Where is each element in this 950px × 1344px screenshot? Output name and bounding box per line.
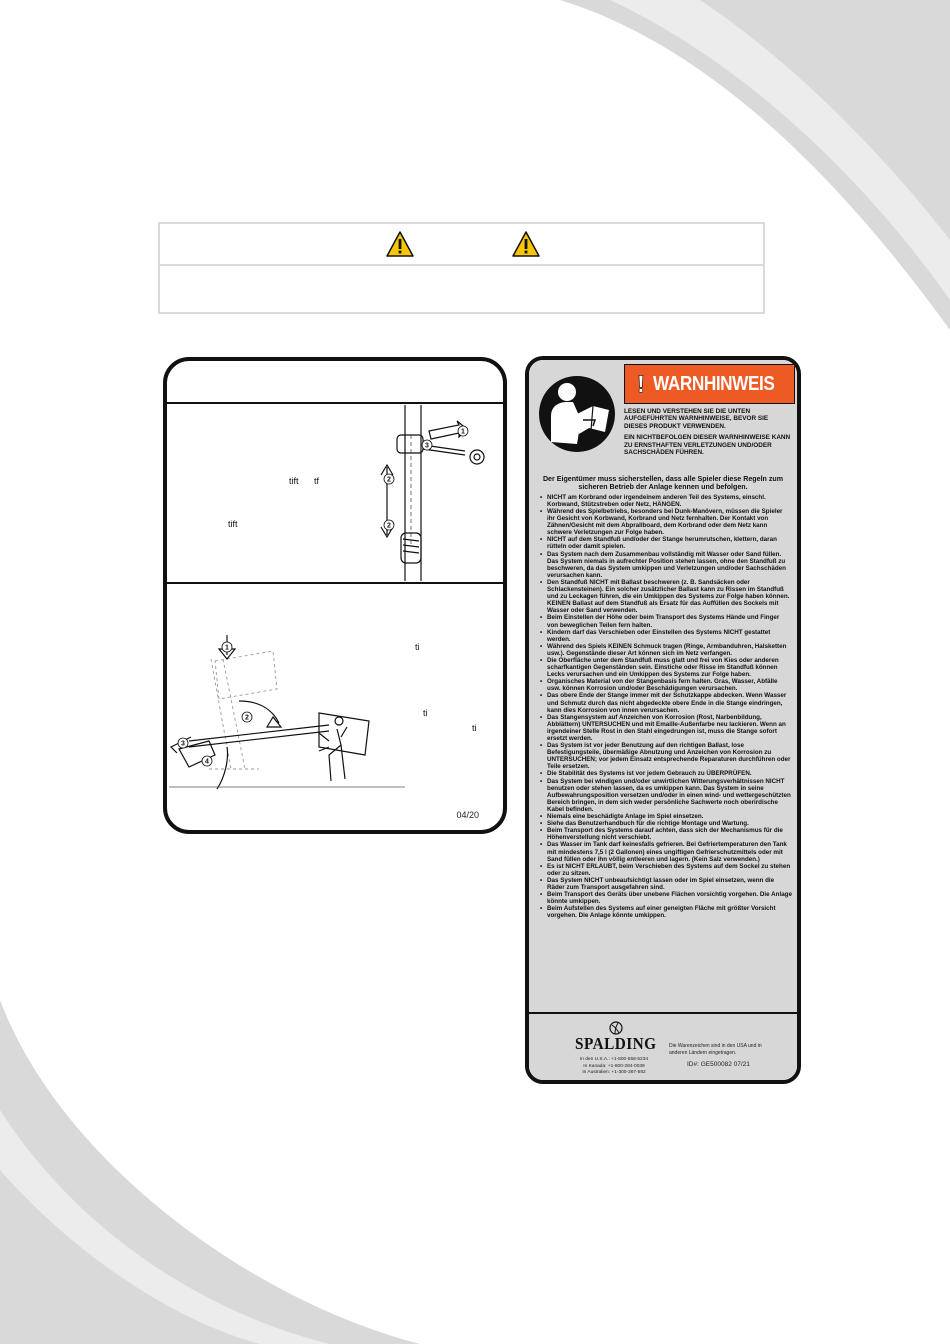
- read-manual-icon-box: [533, 364, 622, 466]
- instruction-text-fragment: ti: [423, 708, 428, 718]
- instruction-text-fragment: tift: [289, 476, 299, 486]
- height-adjust-illustration: [375, 405, 505, 581]
- date-code: 04/20: [456, 810, 479, 820]
- divider: [167, 582, 503, 584]
- svg-text:1: 1: [225, 644, 229, 652]
- svg-text:4: 4: [205, 758, 209, 766]
- brand-logo: SPALDING: [575, 1034, 657, 1053]
- rule-item: • Das Wasser im Tank darf keinesfalls gefrieren. Bei Gefriertemperaturen den Tank mit mindestens 7,5 l (2 Gallonen) eines ungiftigen Gefrierschutzmittels oder mit Sand füllen oder ihn völlig entleeren und lagern. (Kein Salz verwenden.): [540, 841, 792, 862]
- instruction-text-fragment: ti: [415, 642, 420, 652]
- warning-rules: [529, 470, 797, 1014]
- rule-item: • Die Oberfläche unter dem Standfuß muss glatt und frei von Kies oder anderen scharfkantigen Gegenständen sein. Einstiche oder Risse im Standfuß können Lecks verursachen und ein Umkippen des Systems zur Folge haben.: [540, 657, 792, 678]
- rule-item: • Organisches Material von der Stangenbasis fern halten. Gras, Wasser, Abfälle usw. können Korrosion und/oder Beschädigungen verursachen.: [540, 678, 792, 692]
- rule-item: • Beim Aufstellen des Systems auf einer geneigten Fläche mit größter Vorsicht vorgehen. Die Anlage könnte umkippen.: [540, 905, 792, 919]
- rule-item: • Den Standfuß NICHT mit Ballast beschweren (z. B. Sandsäcken oder Schlackensteinen). Ein solcher zusätzlicher Ballast kann zu Rissen im Standfuß und zu Leckagen führen, die ein Umkippen des Systems zur Folge haben können. KEINEN Ballast auf dem Standfuß als Ersatz für das Auffüllen des Sockels mit Wasser oder Sand verwenden.: [540, 579, 792, 614]
- contact-phones: [569, 1057, 659, 1077]
- rule-item: • Das System nach dem Zusammenbau vollständig mit Wasser oder Sand füllen. Das System niemals in aufrechter Position stehen lassen, ohne den Standfuß zu beschweren, da das System umkippen und Verletzungen und/oder Sachschäden verursachen kann.: [540, 551, 792, 579]
- rule-item: • Niemals eine beschädigte Anlage im Spiel einsetzen.: [540, 813, 792, 820]
- warning-banner: [624, 364, 795, 404]
- instruction-text-fragment: tf: [314, 476, 320, 486]
- rule-item: • Beim Einstellen der Höhe oder beim Transport des Systems Hände und Finger von beweglichen Teilen fern halten.: [540, 614, 792, 628]
- trademark-notice: Die Warenzeichen sind in den USA und in anderen Ländern eingetragen.: [669, 1043, 762, 1056]
- rule-item: • Das Stangensystem auf Anzeichen von Korrosion (Rost, Narbenbildung, Abblättern) UNTERSUCHEN und mit Emaille-Außenfarbe neu lackieren. Wenn an irgendeiner Stelle Rost in den Stahl eingedrungen ist, muss die Stange sofort ersetzt werden.: [540, 714, 792, 742]
- rule-item: • NICHT auf dem Standfuß und/oder der Stange herumrutschen, klettern, daran rütteln oder damit spielen.: [540, 536, 792, 550]
- warning-box-header: [160, 224, 763, 266]
- warning-label-header: [529, 360, 797, 472]
- read-manual-icon: [533, 364, 622, 466]
- divider: [167, 402, 503, 404]
- svg-text:2: 2: [387, 522, 391, 530]
- exclamation-icon: [635, 369, 647, 399]
- spalding-ball-icon: [609, 1021, 623, 1035]
- rule-item: • Beim Transport des Geräts über unebene Flächen vorsichtig vorgehen. Die Anlage könnte umkippen.: [540, 891, 792, 905]
- instruction-label: [163, 357, 507, 834]
- rule-item: • NICHT am Korbrand oder irgendeinem anderen Teil des Systems, einschl. Korbwand, Stützstreben oder Netz, HÄNGEN.: [540, 494, 792, 508]
- warning-label-footer: [529, 1014, 797, 1080]
- rule-item: • Während des Spiels KEINEN Schmuck tragen (Ringe, Armbanduhren, Halsketten usw.). Gegenstände dieser Art können sich im Netz verfangen.: [540, 643, 792, 657]
- label-id: ID#: GE500082 07/21: [687, 1061, 750, 1068]
- warning-triangle-icon: [512, 231, 540, 257]
- instruction-text-fragment: tift: [228, 519, 238, 529]
- rule-item: • Während des Spielbetriebs, besonders bei Dunk-Manövern, müssen die Spieler ihr Gesicht von Korbwand, Korbrand und Netz fernhalten. Der Kontakt von Zähnen/Gesicht mit dem Abprallboard, dem Korbrand oder dem Netz kann schwere Verletzungen zur Folge haben.: [540, 508, 792, 536]
- svg-text:3: 3: [425, 442, 429, 450]
- warning-header-panel: [624, 364, 795, 466]
- rule-item: • Es ist NICHT ERLAUBT, beim Verschieben des Systems auf dem Sockel zu stehen oder zu sitzen.: [540, 863, 792, 877]
- rules-intro: Der Eigentümer muss sicherstellen, dass alle Spieler diese Regeln zum sicheren Betrieb der Anlage kennen und befolgen.: [542, 475, 784, 492]
- phone-us: In den U.S.A.: +1-800-558-5234: [579, 1057, 649, 1062]
- rule-item: • Das System NICHT unbeaufsichtigt lassen oder im Spiel einsetzen, wenn die Räder zum Transport ausgefahren sind.: [540, 877, 792, 891]
- transport-tilt-illustration: [169, 629, 405, 811]
- phone-australia: In Australien: +1-300-367-582: [582, 1070, 646, 1076]
- warning-text: LESEN UND VERSTEHEN SIE DIE UNTEN AUFGEFÜHRTEN WARNHINWEISE, BEVOR SIE DIESES PRODUKT VERWENDEN.: [624, 408, 769, 430]
- warning-label: [525, 356, 801, 1084]
- rules-list: [529, 494, 797, 920]
- phone-canada: In Kanada: +1-800-284-0039: [583, 1063, 645, 1069]
- rule-item: • Das System ist vor jeder Benutzung auf den richtigen Ballast, lose Befestigungsteile, übermäßige Abnutzung und Anzeichen von Korrosion zu UNTERSUCHEN; vor jedem Einsatz entsprechende Reparaturen durchführen oder Teile ersetzen.: [540, 742, 792, 770]
- rule-item: • Kindern darf das Verschieben oder Einstellen des Systems NICHT gestattet werden.: [540, 629, 792, 643]
- warning-text: EIN NICHTBEFOLGEN DIESER WARNHINWEISE KANN ZU ERNSTHAFTEN VERLETZUNGEN UND/ODER SACHSCHÄDEN FÜHREN.: [624, 434, 791, 457]
- rule-item: • Die Stabilität des Systems ist vor jedem Gebrauch zu ÜBERPRÜFEN.: [540, 770, 792, 777]
- warning-triangle-icon: [386, 231, 414, 257]
- rule-item: • Beim Transport des Systems darauf achten, dass sich der Mechanismus für die Höhenverstellung nicht verschiebt.: [540, 827, 792, 841]
- svg-text:3: 3: [181, 740, 185, 748]
- svg-text:1: 1: [461, 428, 465, 436]
- svg-text:2: 2: [387, 476, 391, 484]
- rule-item: • Siehe das Benutzerhandbuch für die richtige Montage und Wartung.: [540, 820, 792, 827]
- warning-heading: WARNHINWEIS: [652, 372, 775, 395]
- rule-item: • Das obere Ende der Stange immer mit der Schutzkappe abdecken. Wenn Wasser und Schmutz durch das nicht abgedeckte obere Ende in die Stange eindringen, kann dies Korrosion von innen verursachen.: [540, 692, 792, 713]
- svg-text:2: 2: [245, 714, 249, 722]
- rule-item: • Das System bei windigen und/oder unwirtlichen Witterungsverhältnissen NICHT benutzen oder stehen lassen, da es umkippen kann. Das System in seine Aufbewahrungsposition versetzen und/oder in einen wind- und wettergeschützten Bereich bringen, in dem sich weder persönliche Sachwerte noch oberirdische Kabel befinden.: [540, 778, 792, 813]
- instruction-text-fragment: ti: [472, 723, 477, 733]
- warning-box: [158, 222, 765, 314]
